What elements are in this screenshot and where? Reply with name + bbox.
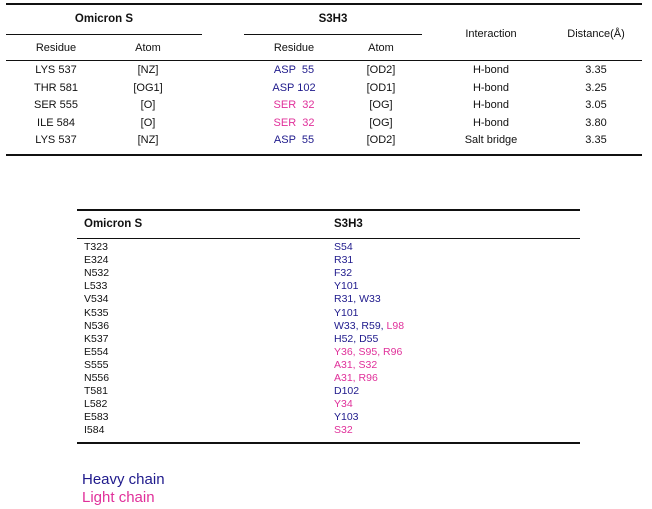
distance-value: 3.35 xyxy=(585,134,607,147)
distance-value: 3.80 xyxy=(585,116,607,129)
table2-header-rule xyxy=(77,238,580,239)
interaction-type: H-bond xyxy=(472,64,510,76)
omicron-atom: [O] xyxy=(140,99,156,112)
s3h3-atom: [OD1] xyxy=(366,81,396,94)
s3h3-residue: ASP 55 xyxy=(273,64,315,76)
table1-omicron-rule xyxy=(6,34,202,35)
light-chain-residues: Y36, S95, R96 xyxy=(334,345,403,358)
table1-group-s3h3: S3H3 xyxy=(318,13,348,25)
table1-bottom-rule xyxy=(6,154,642,156)
s3h3-residue: SER 32 xyxy=(273,99,315,112)
table1-sub-atom-s3h3: Atom xyxy=(368,42,394,54)
s3h3-contacts xyxy=(334,293,381,306)
s3h3-contacts xyxy=(334,411,359,424)
table1-sub-residue-s3h3: Residue xyxy=(273,42,315,54)
s3h3-contacts xyxy=(334,359,377,372)
omicron-residue: LYS 537 xyxy=(35,134,77,147)
omicron-residue: E583 xyxy=(84,411,109,424)
s3h3-contacts xyxy=(334,333,378,346)
interaction-type: H-bond xyxy=(472,81,510,94)
table1-sub-residue-omicron: Residue xyxy=(35,42,77,54)
table1-sub-atom-omicron: Atom xyxy=(135,42,161,54)
table1-col-distance: Distance(Å) xyxy=(567,28,625,40)
light-chain-residues: A31, S32 xyxy=(334,358,378,371)
omicron-residue: N536 xyxy=(84,319,110,332)
legend-light-chain: Light chain xyxy=(82,489,155,506)
omicron-residue: L533 xyxy=(84,280,108,293)
s3h3-contacts xyxy=(334,320,404,333)
s3h3-residue: ASP 55 xyxy=(273,134,315,147)
light-chain-residues: S32 xyxy=(334,424,353,437)
omicron-residue: E324 xyxy=(84,254,109,267)
omicron-residue: E554 xyxy=(84,345,109,358)
s3h3-residue: ASP 102 xyxy=(272,81,316,94)
interaction-type: H-bond xyxy=(472,99,510,112)
heavy-chain-residues: W33, R59, xyxy=(334,319,387,332)
heavy-chain-residues: F32 xyxy=(334,267,353,280)
omicron-atom: [OG1] xyxy=(133,81,163,94)
omicron-residue: T323 xyxy=(84,241,108,253)
omicron-residue: K537 xyxy=(84,332,109,345)
table1-header-rule xyxy=(6,60,642,61)
s3h3-contacts xyxy=(334,398,353,411)
omicron-atom: [NZ] xyxy=(137,134,159,147)
light-chain-residues: Y34 xyxy=(334,398,353,411)
table1-col-interaction: Interaction xyxy=(465,28,517,40)
table2-col-s3h3: S3H3 xyxy=(334,218,363,230)
light-chain-residues: L98 xyxy=(386,319,405,332)
heavy-chain-residues: Y103 xyxy=(334,411,359,424)
omicron-residue: T581 xyxy=(84,385,108,398)
omicron-residue: L582 xyxy=(84,398,108,411)
distance-value: 3.35 xyxy=(585,64,607,76)
distance-value: 3.25 xyxy=(585,81,607,94)
s3h3-contacts xyxy=(334,346,402,359)
s3h3-residue: SER 32 xyxy=(273,116,315,129)
omicron-residue: K535 xyxy=(84,306,109,319)
s3h3-contacts xyxy=(334,280,359,293)
omicron-residue: LYS 537 xyxy=(35,64,77,76)
table1-group-omicron: Omicron S xyxy=(74,13,134,25)
heavy-chain-residues: Y101 xyxy=(334,306,359,319)
omicron-residue: I584 xyxy=(84,424,105,437)
table2-col-omicron: Omicron S xyxy=(84,218,143,230)
omicron-residue: S555 xyxy=(84,358,109,371)
heavy-chain-residues: Y101 xyxy=(334,280,359,293)
s3h3-contacts xyxy=(334,372,378,385)
distance-value: 3.05 xyxy=(585,99,607,112)
omicron-residue: N556 xyxy=(84,372,110,384)
interaction-type: H-bond xyxy=(472,116,510,129)
table1-s3h3-rule xyxy=(244,34,422,35)
table2-top-rule xyxy=(77,209,580,211)
table1-top-rule xyxy=(6,3,642,5)
heavy-chain-residues: D102 xyxy=(334,385,360,398)
omicron-residue: ILE 584 xyxy=(37,116,75,129)
heavy-chain-residues: S54 xyxy=(334,241,353,253)
light-chain-residues: A31, R96 xyxy=(334,372,378,384)
s3h3-contacts xyxy=(334,385,359,398)
s3h3-atom: [OG] xyxy=(369,99,393,112)
omicron-residue: V534 xyxy=(84,293,109,306)
s3h3-atom: [OG] xyxy=(369,116,393,129)
legend-heavy-chain: Heavy chain xyxy=(82,471,165,488)
s3h3-contacts xyxy=(334,241,353,254)
omicron-residue: SER 555 xyxy=(33,99,79,112)
table2-bottom-rule xyxy=(77,442,580,444)
s3h3-atom: [OD2] xyxy=(366,64,396,76)
s3h3-atom: [OD2] xyxy=(366,134,396,147)
s3h3-contacts xyxy=(334,267,352,280)
heavy-chain-residues: H52, D55 xyxy=(334,332,379,345)
heavy-chain-residues: R31 xyxy=(334,254,354,267)
interaction-type: Salt bridge xyxy=(464,134,518,147)
s3h3-contacts xyxy=(334,307,359,320)
omicron-atom: [O] xyxy=(140,116,156,129)
s3h3-contacts xyxy=(334,254,353,267)
s3h3-contacts xyxy=(334,424,353,437)
omicron-residue: THR 581 xyxy=(33,81,79,94)
omicron-residue: N532 xyxy=(84,267,110,280)
heavy-chain-residues: R31, W33 xyxy=(334,293,381,306)
omicron-atom: [NZ] xyxy=(137,64,159,76)
